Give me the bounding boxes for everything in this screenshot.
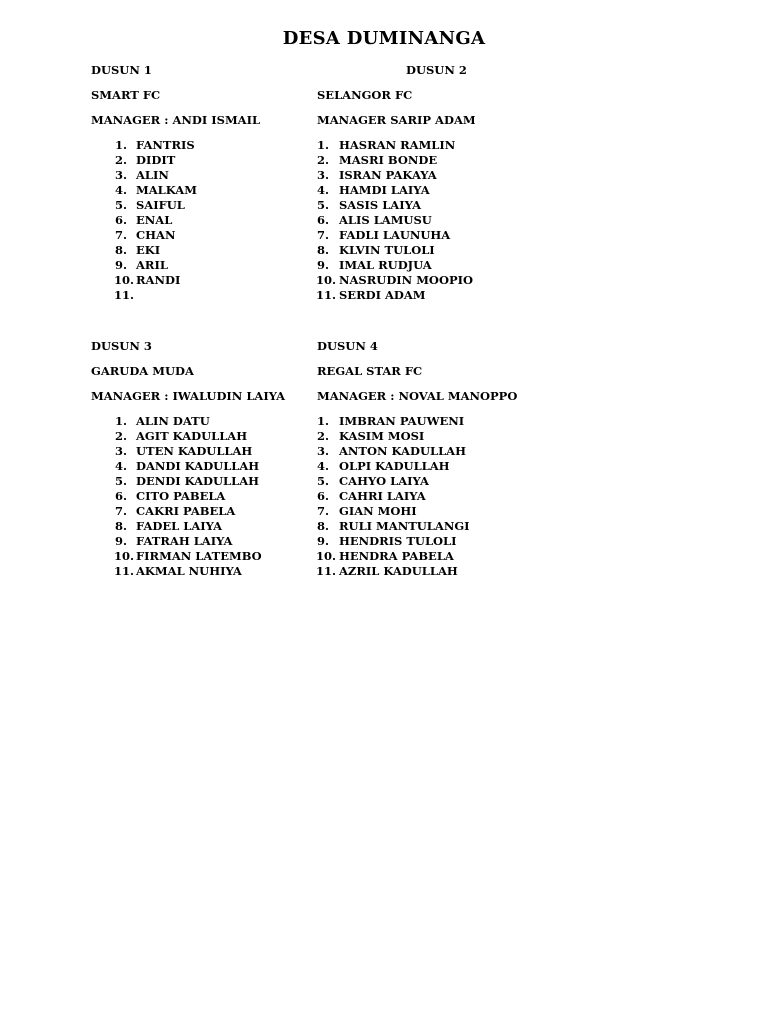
- player-name: CAKRI PABELA: [136, 504, 236, 518]
- player-name: ALIN DATU: [136, 414, 210, 428]
- player-name: RANDI: [136, 273, 181, 287]
- player-number: 8.: [317, 519, 330, 533]
- player-name: CAHYO LAIYA: [339, 474, 429, 488]
- player-number: 1.: [317, 138, 330, 152]
- team-name: SMART FC: [91, 88, 161, 102]
- player-number: 5.: [115, 198, 128, 212]
- player-name: CITO PABELA: [136, 489, 226, 503]
- player-number: 10.: [316, 273, 337, 287]
- player-name: ANTON KADULLAH: [339, 444, 466, 458]
- player-name: FADEL LAIYA: [136, 519, 223, 533]
- player-number: 1.: [115, 138, 128, 152]
- player-name: KLVIN TULOLI: [339, 243, 435, 257]
- player-name: DIDIT: [136, 153, 176, 167]
- player-number: 5.: [115, 474, 128, 488]
- page-title: DESA DUMINANGA: [282, 28, 486, 49]
- manager-line: MANAGER : IWALUDIN LAIYA: [91, 389, 286, 403]
- player-name: UTEN KADULLAH: [136, 444, 253, 458]
- player-name: SERDI ADAM: [339, 288, 426, 302]
- player-number: 9.: [317, 534, 330, 548]
- player-number: 10.: [114, 549, 135, 563]
- player-name: ALIN: [136, 168, 169, 182]
- player-name: NASRUDIN MOOPIO: [339, 273, 474, 287]
- player-number: 3.: [115, 168, 128, 182]
- player-number: 2.: [317, 429, 330, 443]
- player-number: 3.: [115, 444, 128, 458]
- player-number: 3.: [317, 444, 330, 458]
- player-number: 2.: [115, 429, 128, 443]
- dusun-label: DUSUN 4: [317, 339, 378, 353]
- player-name: MALKAM: [136, 183, 197, 197]
- player-name: DENDI KADULLAH: [136, 474, 260, 488]
- player-name: DANDI KADULLAH: [136, 459, 260, 473]
- player-name: FADLI LAUNUHA: [339, 228, 451, 242]
- player-name: GIAN MOHI: [339, 504, 417, 518]
- player-number: 7.: [115, 228, 128, 242]
- player-name: ENAL: [136, 213, 173, 227]
- player-number: 1.: [115, 414, 128, 428]
- team-name: REGAL STAR FC: [317, 364, 423, 378]
- player-number: 8.: [317, 243, 330, 257]
- player-name: AKMAL NUHIYA: [136, 564, 242, 578]
- player-name: FATRAH LAIYA: [136, 534, 233, 548]
- player-name: ISRAN PAKAYA: [339, 168, 437, 182]
- player-number: 3.: [317, 168, 330, 182]
- player-name: FANTRIS: [136, 138, 195, 152]
- manager-line: MANAGER SARIP ADAM: [317, 113, 476, 127]
- player-name: FIRMAN LATEMBO: [136, 549, 262, 563]
- player-number: 6.: [115, 489, 128, 503]
- player-name: HENDRA PABELA: [339, 549, 454, 563]
- player-number: 4.: [115, 459, 128, 473]
- player-name: AZRIL KADULLAH: [339, 564, 458, 578]
- player-name: HASRAN RAMLIN: [339, 138, 456, 152]
- dusun-label: DUSUN 1: [91, 63, 152, 77]
- player-number: 7.: [317, 504, 330, 518]
- player-number: 9.: [115, 258, 128, 272]
- player-number: 10.: [114, 273, 135, 287]
- player-name: HENDRIS TULOLI: [339, 534, 457, 548]
- player-name: AGIT KADULLAH: [136, 429, 248, 443]
- player-number: 7.: [115, 504, 128, 518]
- player-number: 7.: [317, 228, 330, 242]
- player-number: 11.: [114, 288, 135, 302]
- player-name: ARIL: [136, 258, 168, 272]
- player-name: MASRI BONDE: [339, 153, 438, 167]
- player-name: SASIS LAIYA: [339, 198, 422, 212]
- player-number: 11.: [316, 564, 337, 578]
- player-number: 8.: [115, 519, 128, 533]
- player-number: 11.: [114, 564, 135, 578]
- player-name: EKI: [136, 243, 161, 257]
- player-name: RULI MANTULANGI: [339, 519, 470, 533]
- player-number: 2.: [115, 153, 128, 167]
- player-number: 1.: [317, 414, 330, 428]
- dusun-label: DUSUN 2: [406, 63, 467, 77]
- player-number: 2.: [317, 153, 330, 167]
- player-number: 5.: [317, 474, 330, 488]
- player-name: IMBRAN PAUWENI: [339, 414, 465, 428]
- dusun-label: DUSUN 3: [91, 339, 152, 353]
- player-name: CHAN: [136, 228, 176, 242]
- player-number: 5.: [317, 198, 330, 212]
- team-name: SELANGOR FC: [317, 88, 413, 102]
- manager-line: MANAGER : ANDI ISMAIL: [91, 113, 261, 127]
- player-name: IMAL RUDJUA: [339, 258, 432, 272]
- player-number: 6.: [115, 213, 128, 227]
- player-number: 6.: [317, 489, 330, 503]
- player-number: 4.: [317, 459, 330, 473]
- player-number: 8.: [115, 243, 128, 257]
- player-name: SAIFUL: [136, 198, 185, 212]
- player-number: 11.: [316, 288, 337, 302]
- player-number: 9.: [317, 258, 330, 272]
- player-number: 6.: [317, 213, 330, 227]
- player-name: CAHRI LAIYA: [339, 489, 426, 503]
- player-number: 10.: [316, 549, 337, 563]
- player-number: 9.: [115, 534, 128, 548]
- player-name: HAMDI LAIYA: [339, 183, 430, 197]
- player-number: 4.: [115, 183, 128, 197]
- player-name: ALIS LAMUSU: [339, 213, 432, 227]
- player-name: KASIM MOSI: [339, 429, 425, 443]
- manager-line: MANAGER : NOVAL MANOPPO: [317, 389, 518, 403]
- team-name: GARUDA MUDA: [91, 364, 194, 378]
- player-number: 4.: [317, 183, 330, 197]
- player-name: OLPI KADULLAH: [339, 459, 450, 473]
